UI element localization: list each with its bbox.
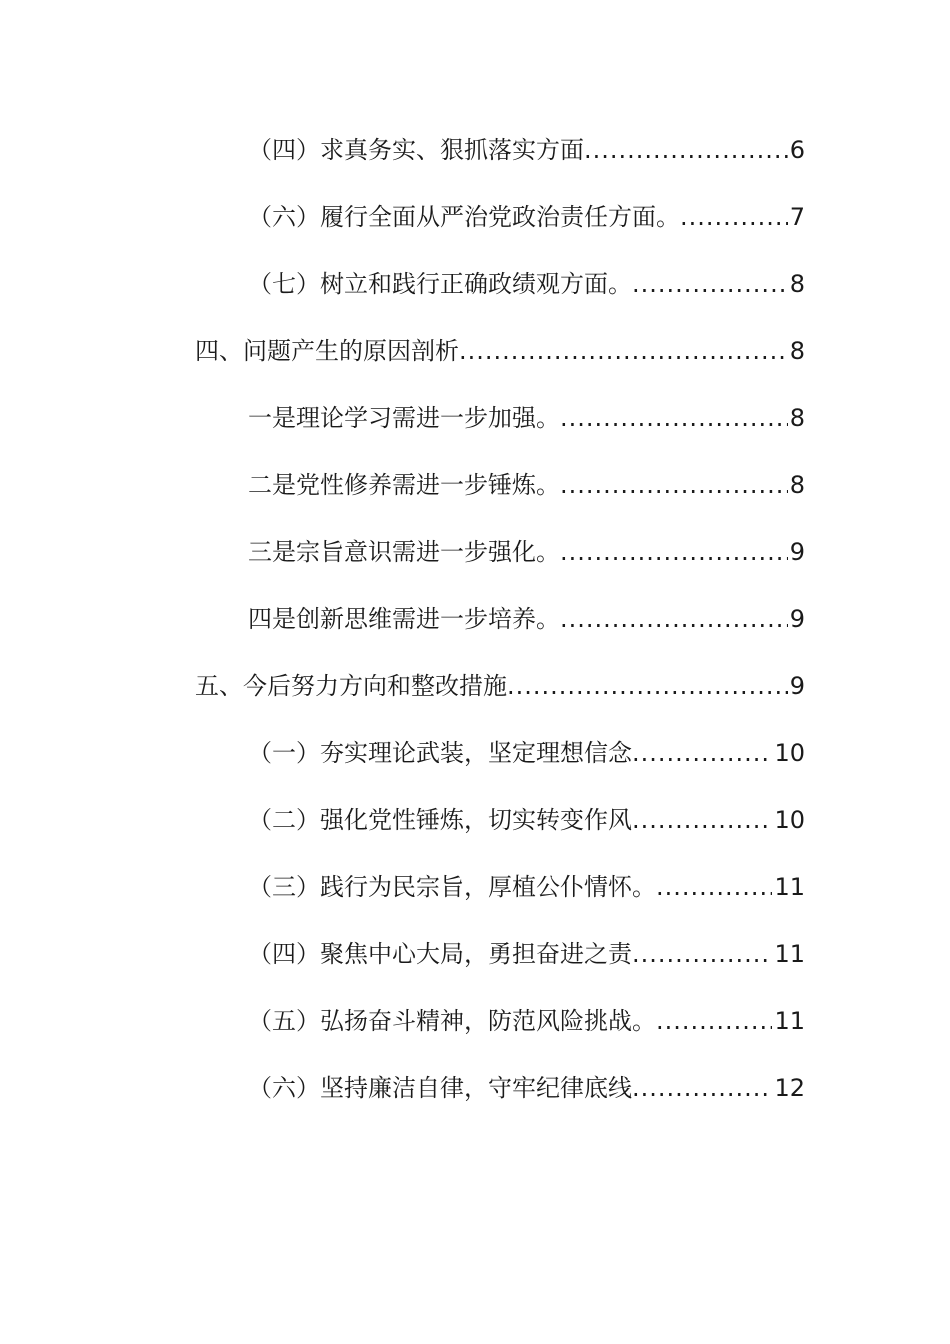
toc-entry-title: （六）坚持廉洁自律，守牢纪律底线 <box>248 1074 632 1102</box>
toc-leader-dots <box>632 800 772 840</box>
toc-entry[interactable] <box>248 1068 805 1108</box>
toc-entry-title: 三是宗旨意识需进一步强化。 <box>248 538 560 566</box>
toc-entry[interactable] <box>248 867 805 907</box>
toc-entry[interactable] <box>248 599 805 639</box>
toc-page-number: 6 <box>789 136 805 164</box>
toc-leader-dots <box>560 532 788 572</box>
toc-leader-dots <box>632 733 772 773</box>
toc-page-number: 7 <box>789 203 805 231</box>
toc-entry-title: （四）聚焦中心大局，勇担奋进之责 <box>248 940 632 968</box>
toc-leader-dots <box>459 331 788 371</box>
toc-entry[interactable] <box>248 197 805 237</box>
toc-page-number: 11 <box>774 873 805 901</box>
toc-entry-title: （四）求真务实、狠抓落实方面 <box>248 136 584 164</box>
toc-entry[interactable] <box>248 1001 805 1041</box>
toc-page-number: 9 <box>789 538 805 566</box>
toc-leader-dots <box>560 465 788 505</box>
toc-entry-title: （三）践行为民宗旨，厚植公仆情怀。 <box>248 873 656 901</box>
toc-leader-dots <box>632 934 772 974</box>
toc-page-number: 12 <box>774 1074 805 1102</box>
toc-page-number: 8 <box>789 337 805 365</box>
toc-entry[interactable] <box>248 733 805 773</box>
toc-entry-title: 四、问题产生的原因剖析 <box>195 337 459 365</box>
toc-entry[interactable] <box>248 398 805 438</box>
toc-entry-title: （五）弘扬奋斗精神，防范风险挑战。 <box>248 1007 656 1035</box>
toc-page-number: 8 <box>789 270 805 298</box>
toc-entry[interactable] <box>248 532 805 572</box>
toc-page-number: 11 <box>774 1007 805 1035</box>
toc-entry[interactable] <box>248 800 805 840</box>
toc-entry[interactable] <box>248 264 805 304</box>
toc-page-number: 10 <box>774 806 805 834</box>
toc-entry-title: 二是党性修养需进一步锤炼。 <box>248 471 560 499</box>
toc-leader-dots <box>560 398 788 438</box>
toc-leader-dots <box>632 264 788 304</box>
toc-entry-title: （七）树立和践行正确政绩观方面。 <box>248 270 632 298</box>
toc-entry-title: 五、今后努力方向和整改措施 <box>195 672 507 700</box>
toc-entry[interactable] <box>248 934 805 974</box>
toc-entry[interactable] <box>195 331 805 371</box>
toc-leader-dots <box>680 197 788 237</box>
toc-page-number: 9 <box>789 605 805 633</box>
toc-entry[interactable] <box>195 666 805 706</box>
toc-leader-dots <box>656 1001 772 1041</box>
toc-leader-dots <box>632 1068 772 1108</box>
toc-leader-dots <box>507 666 788 706</box>
toc-entry[interactable] <box>248 465 805 505</box>
toc-entry-title: 一是理论学习需进一步加强。 <box>248 404 560 432</box>
toc-page-number: 10 <box>774 739 805 767</box>
toc-page-number: 9 <box>789 672 805 700</box>
toc-leader-dots <box>584 130 788 170</box>
toc-entry-title: （六）履行全面从严治党政治责任方面。 <box>248 203 680 231</box>
toc-entry[interactable] <box>248 130 805 170</box>
toc-leader-dots <box>656 867 772 907</box>
toc-entry-title: （二）强化党性锤炼，切实转变作风 <box>248 806 632 834</box>
toc-page-number: 8 <box>789 404 805 432</box>
toc-leader-dots <box>560 599 788 639</box>
toc-entry-title: 四是创新思维需进一步培养。 <box>248 605 560 633</box>
toc-page-number: 11 <box>774 940 805 968</box>
toc-entry-title: （一）夯实理论武装，坚定理想信念 <box>248 739 632 767</box>
toc-page-number: 8 <box>789 471 805 499</box>
